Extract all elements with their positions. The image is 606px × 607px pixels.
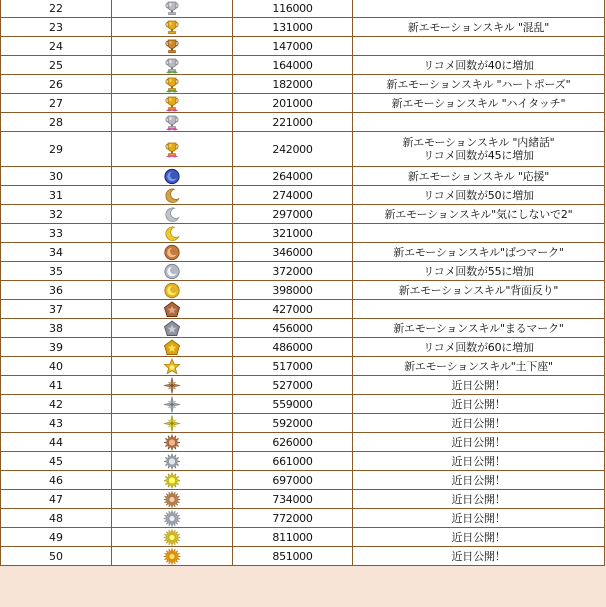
table-row: [1, 113, 605, 132]
badge-cell: [112, 471, 233, 490]
copper-sun-icon: [163, 434, 181, 451]
level-cell: 46: [1, 471, 112, 490]
table-row: [1, 262, 605, 281]
table-row: [1, 167, 605, 186]
level-cell: 29: [1, 132, 112, 167]
exp-cell: 274000: [233, 186, 353, 205]
table-row: [1, 224, 605, 243]
level-cell: 47: [1, 490, 112, 509]
badge-cell: [112, 75, 233, 94]
reward-cell: [353, 319, 605, 338]
reward-text: 新エモーションスキル "応援": [407, 169, 550, 183]
badge-cell: [112, 338, 233, 357]
exp-cell: 147000: [233, 37, 353, 56]
reward-cell: [353, 167, 605, 186]
badge-cell: [112, 18, 233, 37]
bronze-star-pentagon-icon: [163, 301, 181, 318]
level-cell: 31: [1, 186, 112, 205]
reward-cell: [353, 205, 605, 224]
level-cell: 24: [1, 37, 112, 56]
gold-moon-medal-icon: [163, 282, 181, 299]
level-cell: 34: [1, 243, 112, 262]
exp-cell: 116000: [233, 0, 353, 18]
gold-trophy-pink-ribbon-icon: [163, 141, 181, 158]
table-row: [1, 338, 605, 357]
table-row: [1, 395, 605, 414]
badge-cell: [112, 132, 233, 167]
gold-star-badge-icon: [163, 358, 181, 375]
table-row: [1, 300, 605, 319]
silver-trophy-ribbon-icon: [163, 114, 181, 131]
bronze-flower-sun-icon: [163, 491, 181, 508]
reward-cell: [353, 300, 605, 319]
reward-text: リコメ回数が45に増加: [423, 149, 534, 162]
level-cell: 35: [1, 262, 112, 281]
level-cell: 42: [1, 395, 112, 414]
badge-cell: [112, 37, 233, 56]
exp-cell: 851000: [233, 547, 353, 566]
reward-cell: [353, 395, 605, 414]
reward-cell: [353, 281, 605, 300]
silver-star-pentagon-icon: [163, 320, 181, 337]
badge-cell: [112, 490, 233, 509]
reward-text: 新エモーションスキル "ハイタッチ": [391, 96, 566, 110]
level-cell: 48: [1, 509, 112, 528]
table-row: [1, 75, 605, 94]
reward-cell: [353, 75, 605, 94]
reward-text: 新エモーションスキル "ハートポーズ": [386, 77, 571, 91]
table-row: [1, 528, 605, 547]
badge-cell: [112, 205, 233, 224]
badge-cell: [112, 281, 233, 300]
level-cell: 37: [1, 300, 112, 319]
table-row: [1, 56, 605, 75]
badge-cell: [112, 300, 233, 319]
exp-cell: 517000: [233, 357, 353, 376]
exp-cell: 734000: [233, 490, 353, 509]
reward-cell: [353, 433, 605, 452]
badge-cell: [112, 433, 233, 452]
reward-text: 近日公開！: [451, 454, 506, 468]
badge-cell: [112, 113, 233, 132]
reward-text: 新エモーションスキル "混乱": [407, 20, 550, 34]
exp-cell: 559000: [233, 395, 353, 414]
table-row: [1, 186, 605, 205]
level-cell: 45: [1, 452, 112, 471]
badge-cell: [112, 167, 233, 186]
exp-cell: 592000: [233, 414, 353, 433]
reward-cell: [353, 113, 605, 132]
table-row: [1, 243, 605, 262]
reward-text: 近日公開！: [451, 492, 506, 506]
reward-cell: [353, 186, 605, 205]
exp-cell: 182000: [233, 75, 353, 94]
exp-cell: 486000: [233, 338, 353, 357]
reward-text: リコメ回数が55に増加: [423, 264, 534, 278]
badge-cell: [112, 547, 233, 566]
reward-cell: [353, 509, 605, 528]
badge-cell: [112, 452, 233, 471]
badge-cell: [112, 0, 233, 18]
reward-text: 新エモーションスキル"気にしないで2": [384, 207, 573, 221]
level-cell: 26: [1, 75, 112, 94]
exp-cell: 321000: [233, 224, 353, 243]
reward-text: 新エモーションスキル"ばつマーク": [393, 245, 564, 259]
table-row: [1, 414, 605, 433]
table-row: [1, 357, 605, 376]
exp-cell: 221000: [233, 113, 353, 132]
reward-cell: [353, 452, 605, 471]
level-cell: 41: [1, 376, 112, 395]
reward-cell: [353, 0, 605, 18]
bronze-moon-medal-icon: [163, 244, 181, 261]
rank-table-body: [1, 0, 605, 566]
reward-text: 近日公開！: [451, 416, 506, 430]
table-row: [1, 18, 605, 37]
reward-cell: [353, 56, 605, 75]
exp-cell: 527000: [233, 376, 353, 395]
level-cell: 28: [1, 113, 112, 132]
reward-cell: [353, 357, 605, 376]
silver-crescent-icon: [163, 206, 181, 223]
badge-cell: [112, 414, 233, 433]
reward-cell: [353, 94, 605, 113]
badge-cell: [112, 224, 233, 243]
silver-moon-medal-icon: [163, 263, 181, 280]
level-cell: 32: [1, 205, 112, 224]
badge-cell: [112, 56, 233, 75]
level-cell: 40: [1, 357, 112, 376]
orange-flower-sun-icon: [163, 548, 181, 565]
table-row: [1, 94, 605, 113]
reward-cell: [353, 490, 605, 509]
table-row: [1, 37, 605, 56]
exp-cell: 346000: [233, 243, 353, 262]
reward-cell: [353, 132, 605, 167]
badge-cell: [112, 262, 233, 281]
badge-cell: [112, 186, 233, 205]
reward-text: 近日公開！: [451, 530, 506, 544]
blue-moon-medal-icon: [163, 168, 181, 185]
silver-trophy-icon: [163, 0, 181, 17]
badge-cell: [112, 94, 233, 113]
reward-text: リコメ回数が50に増加: [423, 188, 534, 202]
reward-cell: [353, 414, 605, 433]
table-row: [1, 205, 605, 224]
exp-cell: 697000: [233, 471, 353, 490]
silver-sun-icon: [163, 453, 181, 470]
table-row: [1, 471, 605, 490]
gold-trophy-icon: [163, 19, 181, 36]
exp-cell: 372000: [233, 262, 353, 281]
silver-compass-star-icon: [163, 396, 181, 413]
exp-cell: 811000: [233, 528, 353, 547]
table-row: [1, 0, 605, 18]
table-row: [1, 452, 605, 471]
gold-trophy-ribbon-icon: [163, 95, 181, 112]
reward-text: 近日公開！: [451, 511, 506, 525]
reward-text: リコメ回数が40に増加: [423, 58, 534, 72]
badge-cell: [112, 528, 233, 547]
level-cell: 33: [1, 224, 112, 243]
level-cell: 38: [1, 319, 112, 338]
bronze-compass-star-icon: [163, 377, 181, 394]
exp-cell: 427000: [233, 300, 353, 319]
reward-text: 新エモーションスキル "内緒話": [402, 136, 555, 149]
silver-flower-sun-icon: [163, 510, 181, 527]
badge-cell: [112, 395, 233, 414]
badge-cell: [112, 357, 233, 376]
reward-cell: [353, 37, 605, 56]
level-cell: 23: [1, 18, 112, 37]
exp-cell: 772000: [233, 509, 353, 528]
level-cell: 36: [1, 281, 112, 300]
reward-text: 新エモーションスキル"まるマーク": [393, 321, 564, 335]
reward-text: 近日公開！: [451, 397, 506, 411]
exp-cell: 456000: [233, 319, 353, 338]
reward-text: 新エモーションスキル"背面反り": [398, 283, 559, 297]
gold-trophy-laurel-icon: [163, 76, 181, 93]
exp-cell: 297000: [233, 205, 353, 224]
gold-crescent-icon: [163, 187, 181, 204]
reward-cell: [353, 18, 605, 37]
reward-text: 近日公開！: [451, 549, 506, 563]
gold-star-pentagon-icon: [163, 339, 181, 356]
badge-cell: [112, 319, 233, 338]
exp-cell: 626000: [233, 433, 353, 452]
exp-cell: 201000: [233, 94, 353, 113]
level-cell: 30: [1, 167, 112, 186]
table-row: [1, 547, 605, 566]
exp-cell: 398000: [233, 281, 353, 300]
silver-trophy-laurel-icon: [163, 57, 181, 74]
gold-compass-star-icon: [163, 415, 181, 432]
table-row: [1, 281, 605, 300]
level-cell: 49: [1, 528, 112, 547]
level-cell: 44: [1, 433, 112, 452]
table-row: [1, 433, 605, 452]
reward-text: 近日公開！: [451, 435, 506, 449]
exp-cell: 131000: [233, 18, 353, 37]
reward-text: 近日公開！: [451, 378, 506, 392]
reward-text: 近日公開！: [451, 473, 506, 487]
gold-flower-sun-icon: [163, 529, 181, 546]
reward-cell: [353, 243, 605, 262]
yellow-crescent-icon: [163, 225, 181, 242]
exp-cell: 164000: [233, 56, 353, 75]
badge-cell: [112, 243, 233, 262]
exp-cell: 242000: [233, 132, 353, 167]
reward-cell: [353, 547, 605, 566]
table-row: [1, 509, 605, 528]
table-row: [1, 319, 605, 338]
reward-cell: [353, 528, 605, 547]
bronze-trophy-icon: [163, 38, 181, 55]
reward-cell: [353, 224, 605, 243]
gold-sun-icon: [163, 472, 181, 489]
level-cell: 22: [1, 0, 112, 18]
level-cell: 43: [1, 414, 112, 433]
reward-text: リコメ回数が60に増加: [423, 340, 534, 354]
reward-cell: [353, 471, 605, 490]
exp-cell: 264000: [233, 167, 353, 186]
exp-cell: 661000: [233, 452, 353, 471]
badge-cell: [112, 376, 233, 395]
reward-text: 新エモーションスキル"土下座": [404, 359, 553, 373]
level-cell: 50: [1, 547, 112, 566]
reward-cell: [353, 262, 605, 281]
reward-cell: [353, 376, 605, 395]
table-row: [1, 376, 605, 395]
level-cell: 27: [1, 94, 112, 113]
reward-cell: [353, 338, 605, 357]
table-row: [1, 490, 605, 509]
level-cell: 39: [1, 338, 112, 357]
level-cell: 25: [1, 56, 112, 75]
badge-cell: [112, 509, 233, 528]
table-row: [1, 132, 605, 167]
